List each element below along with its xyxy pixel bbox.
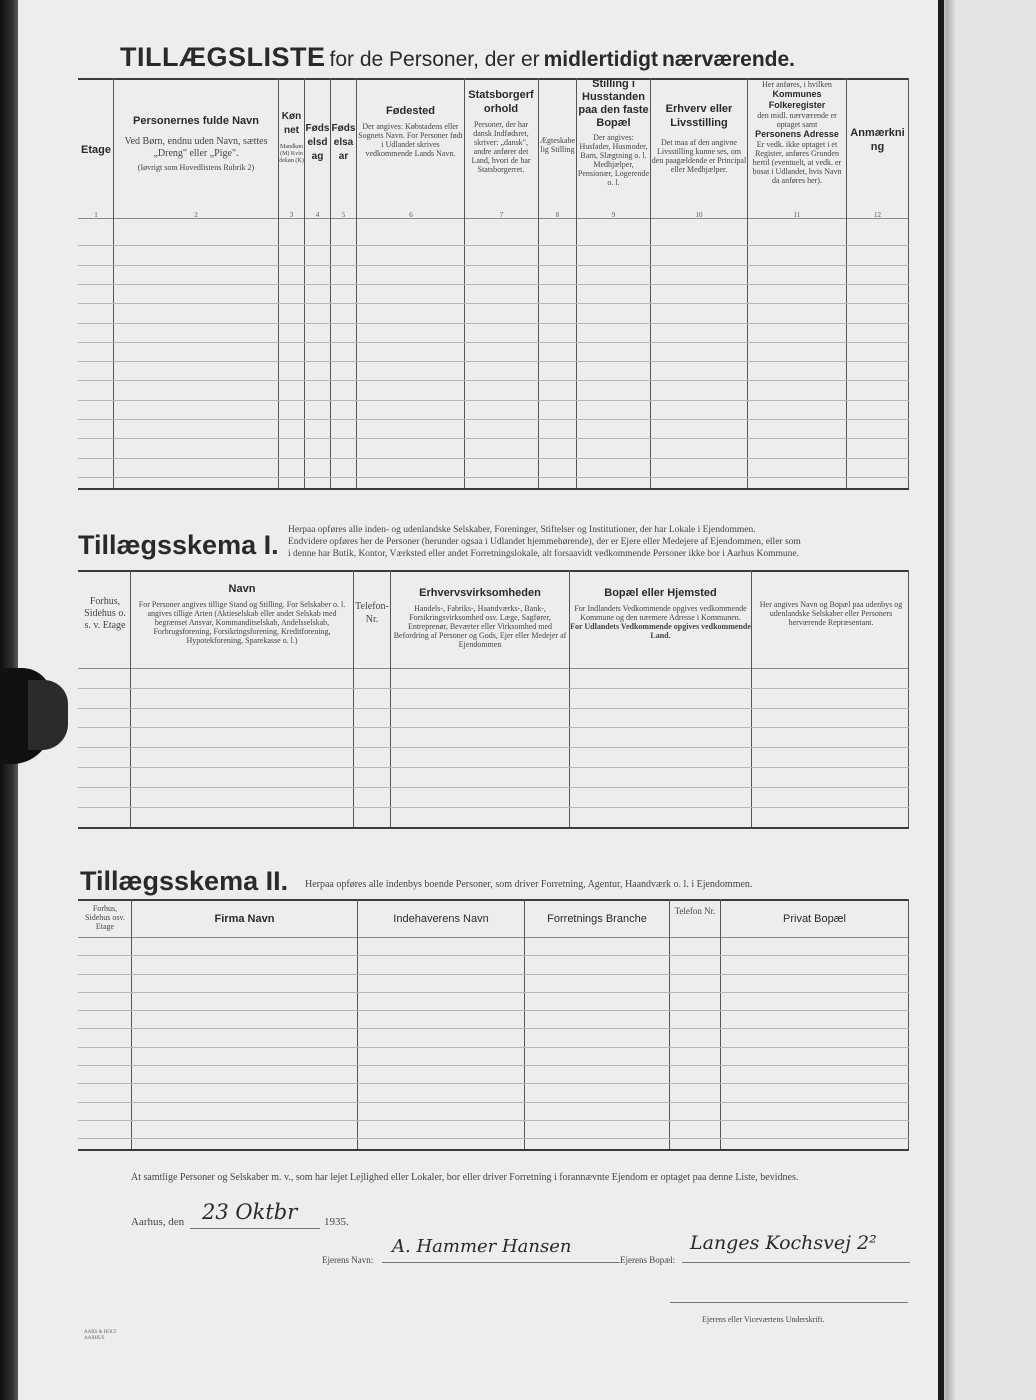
col-fodselsaar-header: Fødselsaar xyxy=(331,123,356,162)
handwritten-owner-name: A. Hammer Hansen xyxy=(392,1236,572,1257)
skema1-title: Tillægsskema I. xyxy=(78,530,279,560)
title-bold: TILLÆGSLISTE xyxy=(120,42,326,72)
skema2-description: Herpaa opføres alle indenbys boende Personer, som driver Forretning, Agentur, Haandværk o. l. i Ejendommen. xyxy=(305,879,753,890)
ruled-row-line xyxy=(78,419,909,420)
attestation-text: At samtlige Personer og Selskaber m. v., som har lejet Lejlighed eller Lokaler, bor eller driver Forretning i forannævnte Ejendom er optaget paa denne Liste, bevidnes. xyxy=(131,1172,799,1183)
col-statsborger xyxy=(465,88,537,174)
ruled-row-line xyxy=(78,1120,909,1121)
skema2-col-indehaver: Indehaverens Navn xyxy=(393,913,489,925)
col-folkeregister-mid: den midl. nærværende er optaget samt xyxy=(757,111,837,129)
ruled-row-line xyxy=(78,284,909,285)
ruled-row-line xyxy=(78,323,909,324)
col-folkeregister-pre: Her anføres, i hvilken xyxy=(762,80,832,89)
col-statsborger-sub: Personer, der har dansk Indfødsret, skriver: „dansk", andre anfører det Land, hvori de har Statsborgerret. xyxy=(471,120,531,174)
column-number: 10 xyxy=(695,211,703,219)
column-number: 3 xyxy=(289,211,294,219)
ruled-row-line xyxy=(78,974,909,975)
owner-address-label: Ejerens Bopæl: xyxy=(620,1255,676,1265)
col-fodested xyxy=(358,104,463,158)
col-folkeregister xyxy=(748,80,846,185)
printer-mark: AARS & HOLT AARHUS xyxy=(84,1330,117,1341)
column-number: 6 xyxy=(409,211,413,219)
skema2-col-branche: Forretnings Branche xyxy=(547,913,647,925)
col-aegteskab-header: Ægteskabelig Stilling xyxy=(539,136,576,154)
ruled-row-line xyxy=(78,438,909,439)
ruled-row-line xyxy=(78,767,909,768)
col-kon-sub: Mandkøn (M) Kvindekøn (K) xyxy=(279,144,304,164)
handwritten-date: 23 Oktbr xyxy=(202,1200,298,1224)
skema2-col-telefon: Telefon Nr. xyxy=(674,906,716,916)
ruled-row-line xyxy=(78,1102,909,1103)
place-label: Aarhus, den xyxy=(131,1216,185,1228)
col-etage-header: Etage xyxy=(81,144,111,156)
ruled-row-line xyxy=(78,245,909,246)
handwritten-owner-address: Langes Kochsvej 2² xyxy=(690,1232,877,1254)
skema2-col-etage: Forhus, Sidehus osv. Etage xyxy=(85,904,125,931)
column-number: 1 xyxy=(94,211,98,219)
ruled-row-line xyxy=(78,688,909,689)
ruled-row-line xyxy=(78,747,909,748)
skema1-col-erhverv-sub: Handels-, Fabriks-, Haandværks-, Bank-, Forsikringsvirksomhed osv. Læge, Sagfører, Entreprenør, Beværter eller Virksomhed med Befordring af Personer og Gods, Ejer eller Medejer af Ejendommen xyxy=(393,604,567,649)
col-navn-header: Personernes fulde Navn xyxy=(133,115,259,127)
ruled-row-line xyxy=(78,265,909,266)
column-number: 2 xyxy=(194,211,198,219)
skema1-col-navn-sub: For Personer angives tillige Stand og Stilling. For Selskaber o. l. angives tillige Arten (Aktieselskab eller andet Selskab med begrænset Ansvar, Kommanditselskab, Andelsselskab, Forbrugsforening, Forsikringsforening, Kreditforening, Hypotekforening, Sparekasse o. l.) xyxy=(138,600,346,645)
column-number: 7 xyxy=(499,211,504,219)
column-number: 11 xyxy=(793,211,801,219)
ruled-row-line xyxy=(78,477,909,478)
year-label: 1935. xyxy=(324,1216,349,1228)
ruled-row-line xyxy=(78,727,909,728)
col-erhverv-sub: Det maa af den angivne Livsstilling kunne ses, om den paagældende er Principal eller Medhjælper. xyxy=(651,138,747,174)
col-adresse-header: Personens Adresse xyxy=(755,129,839,139)
ruled-row-line xyxy=(78,992,909,993)
col-folkeregister-header: Kommunes Folkeregister xyxy=(768,89,826,110)
ruled-row-line xyxy=(78,1138,909,1139)
ruled-row-line xyxy=(78,1083,909,1084)
skema1-col-bopael-sub1: For Indlandets Vedkommende opgives vedkommende Kommune og den nærmere Adresse i Kommunen. xyxy=(574,604,747,622)
signature-label: Ejerens eller Viceværtens Underskrift. xyxy=(702,1315,825,1324)
skema1-col-navn xyxy=(131,582,353,645)
column-number: 4 xyxy=(315,211,320,219)
col-erhverv-header: Erhverv eller Livsstilling xyxy=(665,103,733,129)
ruled-row-line xyxy=(78,1047,909,1048)
col-fodested-sub: Der angives: Købstadens eller Sognets Navn. For Personer født i Udlandet skrives vedkommende Lands Navn. xyxy=(358,122,463,158)
title-rest: for de Personer, der er xyxy=(329,48,540,71)
skema1-col-bopael-header: Bopæl eller Hjemsted xyxy=(604,587,717,599)
ruled-row-line xyxy=(78,1065,909,1066)
ruled-row-line xyxy=(78,1010,909,1011)
ruled-row-line xyxy=(78,458,909,459)
col-kon xyxy=(279,110,304,165)
col-stilling-header: Stilling i Husstanden paa den faste Bopæl xyxy=(578,78,649,129)
col-navn xyxy=(114,114,278,172)
col-stilling xyxy=(577,78,650,187)
col-kon-header: Kønnet xyxy=(281,111,302,136)
skema2-col-bopael: Privat Bopæl xyxy=(783,913,846,925)
ruled-row-line xyxy=(78,1028,909,1029)
skema1-col-telefon: Telefon-Nr. xyxy=(355,601,389,625)
ruled-row-line xyxy=(78,303,909,304)
facing-page xyxy=(944,0,1036,1400)
col-anmaerkning-header: Anmærkning xyxy=(850,127,905,153)
owner-name-label: Ejerens Navn: xyxy=(322,1255,374,1265)
col-navn-note: (Iøvrigt som Hovedlistens Rubrik 2) xyxy=(137,163,255,172)
skema2-col-firma: Firma Navn xyxy=(214,913,275,925)
col-erhverv xyxy=(651,102,747,174)
title-bold3: nærværende. xyxy=(661,48,796,71)
col-fodselsdag-header: Fødselsdag xyxy=(305,123,330,162)
column-number: 12 xyxy=(874,211,881,219)
col-fodested-header: Fødested xyxy=(386,105,435,117)
col-navn-sub: Ved Børn, endnu uden Navn, sættes „Dreng" eller „Pige". xyxy=(124,136,268,159)
page-title xyxy=(120,42,795,73)
ruled-row-line xyxy=(78,342,909,343)
col-statsborger-header: Statsborgerforhold xyxy=(468,89,534,115)
form-page xyxy=(18,0,938,1400)
column-number: 5 xyxy=(341,211,346,219)
ruled-row-line xyxy=(78,955,909,956)
column-number: 8 xyxy=(555,211,560,219)
skema1-col-etage: Forhus, Sidehus o. s. v. Etage xyxy=(84,596,126,631)
ruled-row-line xyxy=(78,380,909,381)
page-clip-shadow xyxy=(28,680,68,750)
col-stilling-sub: Der angives: Husfader, Husmoder, Barn, Slægtning o. l. Medhjælper, Pensionær, Logerende o. l. xyxy=(577,133,650,187)
skema2-title: Tillægsskema II. xyxy=(80,866,289,896)
skema1-col-erhverv xyxy=(391,586,569,649)
skema1-desc-line2: Endvidere opføres her de Personer (herunder ogsaa i Udlandet hjemmehørende), der er Ejere eller Medejere af Ejendommen, eller som xyxy=(288,537,801,547)
skema1-desc-line1: Herpaa opføres alle inden- og udenlandske Selskaber, Foreninger, Stiftelser og Institutioner, der har Lokale i Ejendommen. xyxy=(288,525,756,535)
skema1-col-erhverv-header: Erhvervsvirksomheden xyxy=(419,587,541,599)
ruled-row-line xyxy=(78,787,909,788)
skema1-col-bopael xyxy=(570,586,751,640)
skema1-col-navn-header: Navn xyxy=(228,583,256,595)
skema1-col-repraesentant: Her angives Navn og Bopæl paa udenbys og udenlandske Selskaber eller Personers herværende Repræsentant. xyxy=(759,600,903,627)
column-number: 9 xyxy=(611,211,616,219)
ruled-row-line xyxy=(78,361,909,362)
col-folkeregister-sub: Er vedk. ikke optaget i et Register, anføres Grunden hertil (eventuelt, at vedk. er bosat i Udlandet, hvis Navn da anføres her). xyxy=(752,140,842,185)
skema1-desc-line3: i denne har Butik, Kontor, Værksted eller andet Forretningslokale, alt forsaavidt vedkommende Personer ikke bor i Aarhus Kommune. xyxy=(288,549,800,559)
ruled-row-line xyxy=(78,807,909,808)
skema1-col-bopael-sub2: For Udlandets Vedkommende opgives vedkommende Land. xyxy=(570,622,751,640)
ruled-row-line xyxy=(78,708,909,709)
title-bold2: midlertidigt xyxy=(543,48,658,71)
skema1-description xyxy=(288,524,908,560)
ruled-row-line xyxy=(78,400,909,401)
